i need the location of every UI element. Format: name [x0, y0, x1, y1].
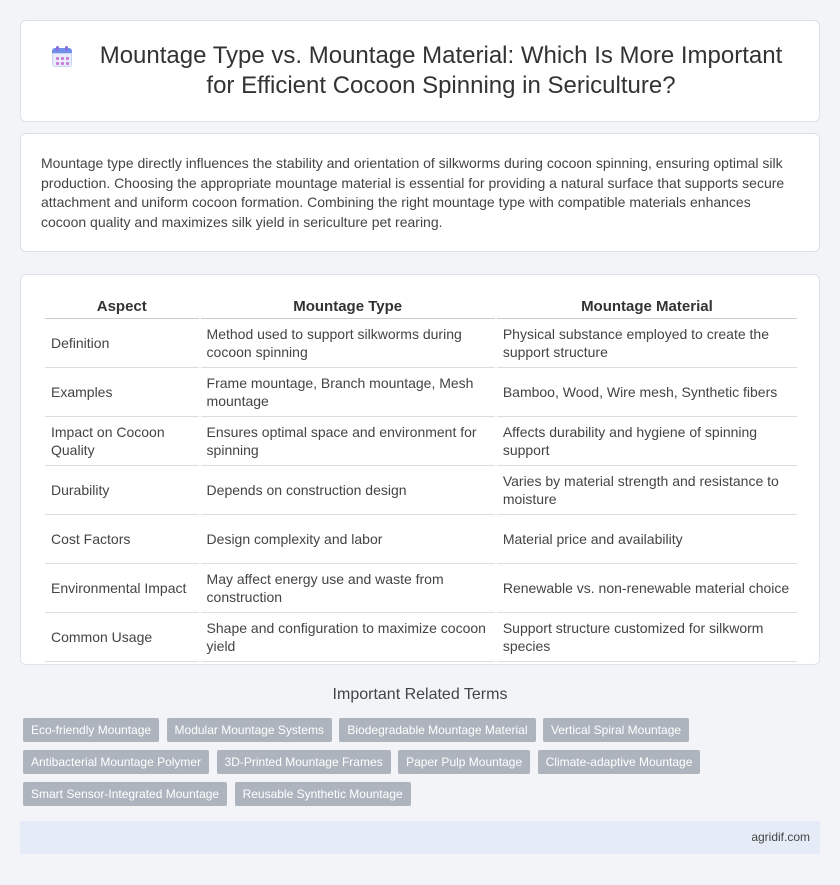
title-card [20, 20, 820, 122]
table-cell: May affect energy use and waste from construction [201, 564, 495, 613]
related-terms-list [23, 718, 723, 814]
intro-card [20, 133, 820, 252]
table-cell: Physical substance employed to create the support structure [497, 319, 797, 368]
table-cell: Affects durability and hygiene of spinning support [497, 417, 797, 466]
page-title: Mountage Type vs. Mountage Material: Which Is More Important for Efficient Cocoon Spinning in Sericulture? [99, 42, 783, 99]
footer-site-link[interactable]: agridif.com [751, 830, 810, 844]
related-term-tag[interactable]: Vertical Spiral Mountage [543, 718, 689, 742]
table-header-row [45, 295, 797, 319]
table-cell: Bamboo, Wood, Wire mesh, Synthetic fibers [497, 368, 797, 417]
related-term-tag[interactable]: Climate-adaptive Mountage [538, 750, 701, 774]
table-cell: Environmental Impact [45, 564, 199, 613]
related-term-tag[interactable]: Biodegradable Mountage Material [339, 718, 535, 742]
table-cell: Ensures optimal space and environment for spinning [201, 417, 495, 466]
related-term-tag[interactable]: Eco-friendly Mountage [23, 718, 159, 742]
table-row [45, 368, 797, 417]
table-row [45, 466, 797, 515]
table-cell: Renewable vs. non-renewable material choice [497, 564, 797, 613]
table-cell: Varies by material strength and resistance to moisture [497, 466, 797, 515]
related-term-tag[interactable]: Modular Mountage Systems [167, 718, 332, 742]
table-cell: Examples [45, 368, 199, 417]
table-cell: Design complexity and labor [201, 515, 495, 564]
intro-paragraph: Mountage type directly influences the stability and orientation of silkworms during cocoon spinning, ensuring optimal silk production. Choosing the appropriate mountage material is essential for providing a natural surface that supports secure attachment and uniform cocoon formation. Combining the right mountage type with compatible materials enhances cocoon quality and maximizes silk yield in sericulture pet rearing. [41, 155, 785, 230]
table-cell: Durability [45, 466, 199, 515]
comparison-table [43, 295, 799, 662]
table-cell: Impact on Cocoon Quality [45, 417, 199, 466]
table-cell: Common Usage [45, 613, 199, 662]
header-mountage-material: Mountage Material [497, 295, 797, 319]
table-row [45, 319, 797, 368]
table-cell: Depends on construction design [201, 466, 495, 515]
related-term-tag[interactable]: Paper Pulp Mountage [398, 750, 530, 774]
calendar-icon [50, 45, 74, 69]
table-row [45, 417, 797, 466]
table-row [45, 613, 797, 662]
table-cell: Material price and availability [497, 515, 797, 564]
header-aspect: Aspect [45, 295, 199, 319]
table-cell: Support structure customized for silkworm species [497, 613, 797, 662]
related-term-tag[interactable]: Reusable Synthetic Mountage [235, 782, 411, 806]
table-cell: Definition [45, 319, 199, 368]
header-mountage-type: Mountage Type [201, 295, 495, 319]
table-cell: Cost Factors [45, 515, 199, 564]
table-cell: Method used to support silkworms during cocoon spinning [201, 319, 495, 368]
table-row [45, 515, 797, 564]
related-term-tag[interactable]: Smart Sensor-Integrated Mountage [23, 782, 227, 806]
table-cell: Frame mountage, Branch mountage, Mesh mountage [201, 368, 495, 417]
related-terms-heading: Important Related Terms [332, 686, 508, 703]
related-term-tag[interactable]: 3D-Printed Mountage Frames [217, 750, 391, 774]
table-row [45, 564, 797, 613]
footer [20, 821, 820, 854]
table-cell: Shape and configuration to maximize cocoon yield [201, 613, 495, 662]
related-term-tag[interactable]: Antibacterial Mountage Polymer [23, 750, 209, 774]
comparison-card [20, 274, 820, 665]
